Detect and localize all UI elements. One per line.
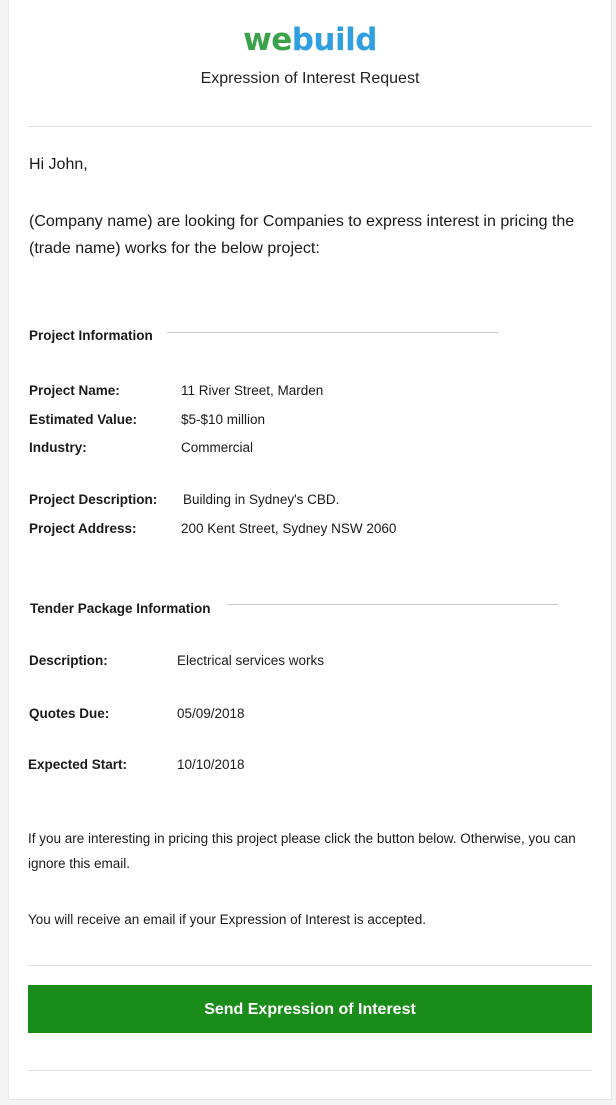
project-address-label: Project Address:	[29, 521, 137, 536]
logo-build: build	[291, 22, 377, 58]
quotes-due-label: Quotes Due:	[29, 706, 110, 721]
tender-info-title: Tender Package Information	[30, 601, 211, 616]
email-card	[8, 0, 612, 1100]
project-description-value: Building in Sydney's CBD.	[183, 492, 340, 507]
project-name-value: 11 River Street, Marden	[181, 383, 324, 398]
instruction-paragraph: If you are interesting in pricing this project please click the button below. Otherwise, you can ignore this email.	[28, 831, 576, 871]
project-info-title: Project Information	[29, 328, 153, 343]
greeting: Hi John,	[29, 156, 88, 173]
intro-paragraph: (Company name) are looking for Companies to express interest in pricing the (trade name) works for the below project:	[29, 213, 575, 257]
tender-description-label: Description:	[29, 653, 108, 668]
email-subtitle: Expression of Interest Request	[200, 70, 420, 87]
estimated-value-label: Estimated Value:	[29, 412, 138, 427]
project-name-label: Project Name:	[29, 383, 120, 398]
footer-divider	[28, 1070, 592, 1071]
quotes-due-value: 05/09/2018	[177, 706, 245, 721]
expected-start-label: Expected Start:	[28, 757, 128, 772]
estimated-value-value: $5-$10 million	[181, 412, 266, 427]
notice-paragraph: You will receive an email if your Expression of Interest is accepted.	[28, 912, 426, 927]
project-description-label: Project Description:	[29, 492, 158, 507]
webuild-logo	[9, 20, 611, 60]
tender-info-divider	[227, 604, 558, 605]
project-address-value: 200 Kent Street, Sydney NSW 2060	[181, 521, 397, 536]
header-divider	[28, 126, 592, 127]
send-expression-of-interest-button[interactable]: Send Expression of Interest	[28, 985, 592, 1033]
cta-top-divider	[28, 965, 592, 966]
industry-value: Commercial	[181, 440, 254, 455]
expected-start-value: 10/10/2018	[177, 757, 245, 772]
industry-label: Industry:	[29, 440, 87, 455]
tender-description-value: Electrical services works	[177, 653, 325, 668]
project-info-divider	[167, 332, 498, 333]
logo-we: we	[243, 22, 292, 58]
